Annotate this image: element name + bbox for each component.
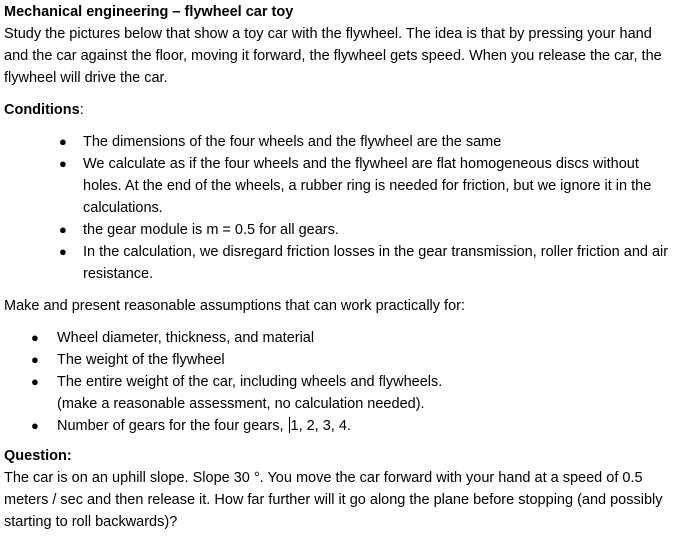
- conditions-heading: [4, 99, 671, 121]
- assumption-tail: 1, 2, 3, 4.: [290, 418, 351, 434]
- text-cursor: [289, 417, 290, 433]
- condition-text: the gear module is m = 0.5 for all gears.: [83, 222, 339, 238]
- list-item: [4, 219, 671, 241]
- conditions-heading-text: Conditions: [4, 102, 80, 118]
- assumptions-list: [4, 327, 671, 437]
- bullet-icon: ●: [31, 418, 39, 433]
- conditions-list: [4, 131, 671, 285]
- list-item: [4, 371, 671, 415]
- assumption-text: Wheel diameter, thickness, and material: [57, 330, 315, 346]
- assumption-text: Number of gears for the four gears,: [57, 418, 288, 434]
- assumptions-intro: Make and present reasonable assumptions that can work practically for:: [4, 298, 466, 314]
- bullet-icon: ●: [59, 156, 67, 171]
- list-item: [4, 349, 671, 371]
- list-item: [4, 241, 671, 285]
- question-text: The car is on an uphill slope. Slope 30 °. You move the car forward with your hand at a speed of 0.5 meters / sec and then release it. How far further will it go along the plane before stopping (and possibly starting to roll backwards)?: [4, 470, 663, 530]
- intro-paragraph: Study the pictures below that show a toy car with the flywheel. The idea is that by pressing your hand and the car against the floor, moving it forward, the flywheel gets speed. When you release the car, the flywheel will drive the car.: [4, 26, 662, 86]
- bullet-icon: ●: [59, 244, 67, 259]
- question-heading-colon: :: [66, 448, 72, 464]
- assumption-text: The weight of the flywheel: [57, 352, 225, 368]
- condition-text: In the calculation, we disregard friction losses in the gear transmission, roller friction and air resistance.: [83, 244, 669, 282]
- conditions-heading-colon: :: [79, 102, 84, 118]
- bullet-icon: ●: [59, 222, 67, 237]
- document-title: Mechanical engineering – flywheel car toy: [4, 4, 294, 20]
- condition-text: The dimensions of the four wheels and the flywheel are the same: [83, 134, 502, 150]
- list-item: [4, 415, 671, 437]
- bullet-icon: ●: [31, 330, 39, 345]
- assumption-text: The entire weight of the car, including wheels and flywheels.: [57, 374, 443, 390]
- question-heading: [4, 445, 671, 467]
- bullet-icon: ●: [59, 134, 67, 149]
- list-item: [4, 131, 671, 153]
- question-heading-text: Question: [4, 448, 67, 464]
- bullet-icon: ●: [31, 352, 39, 367]
- bullet-icon: ●: [31, 374, 39, 389]
- condition-text: We calculate as if the four wheels and the flywheel are flat homogeneous discs without holes. At the end of the wheels, a rubber ring is needed for friction, but we ignore it in the calculations.: [83, 156, 652, 216]
- list-item: [4, 153, 671, 219]
- list-item: [4, 327, 671, 349]
- assumption-note: (make a reasonable assessment, no calculation needed).: [57, 396, 425, 412]
